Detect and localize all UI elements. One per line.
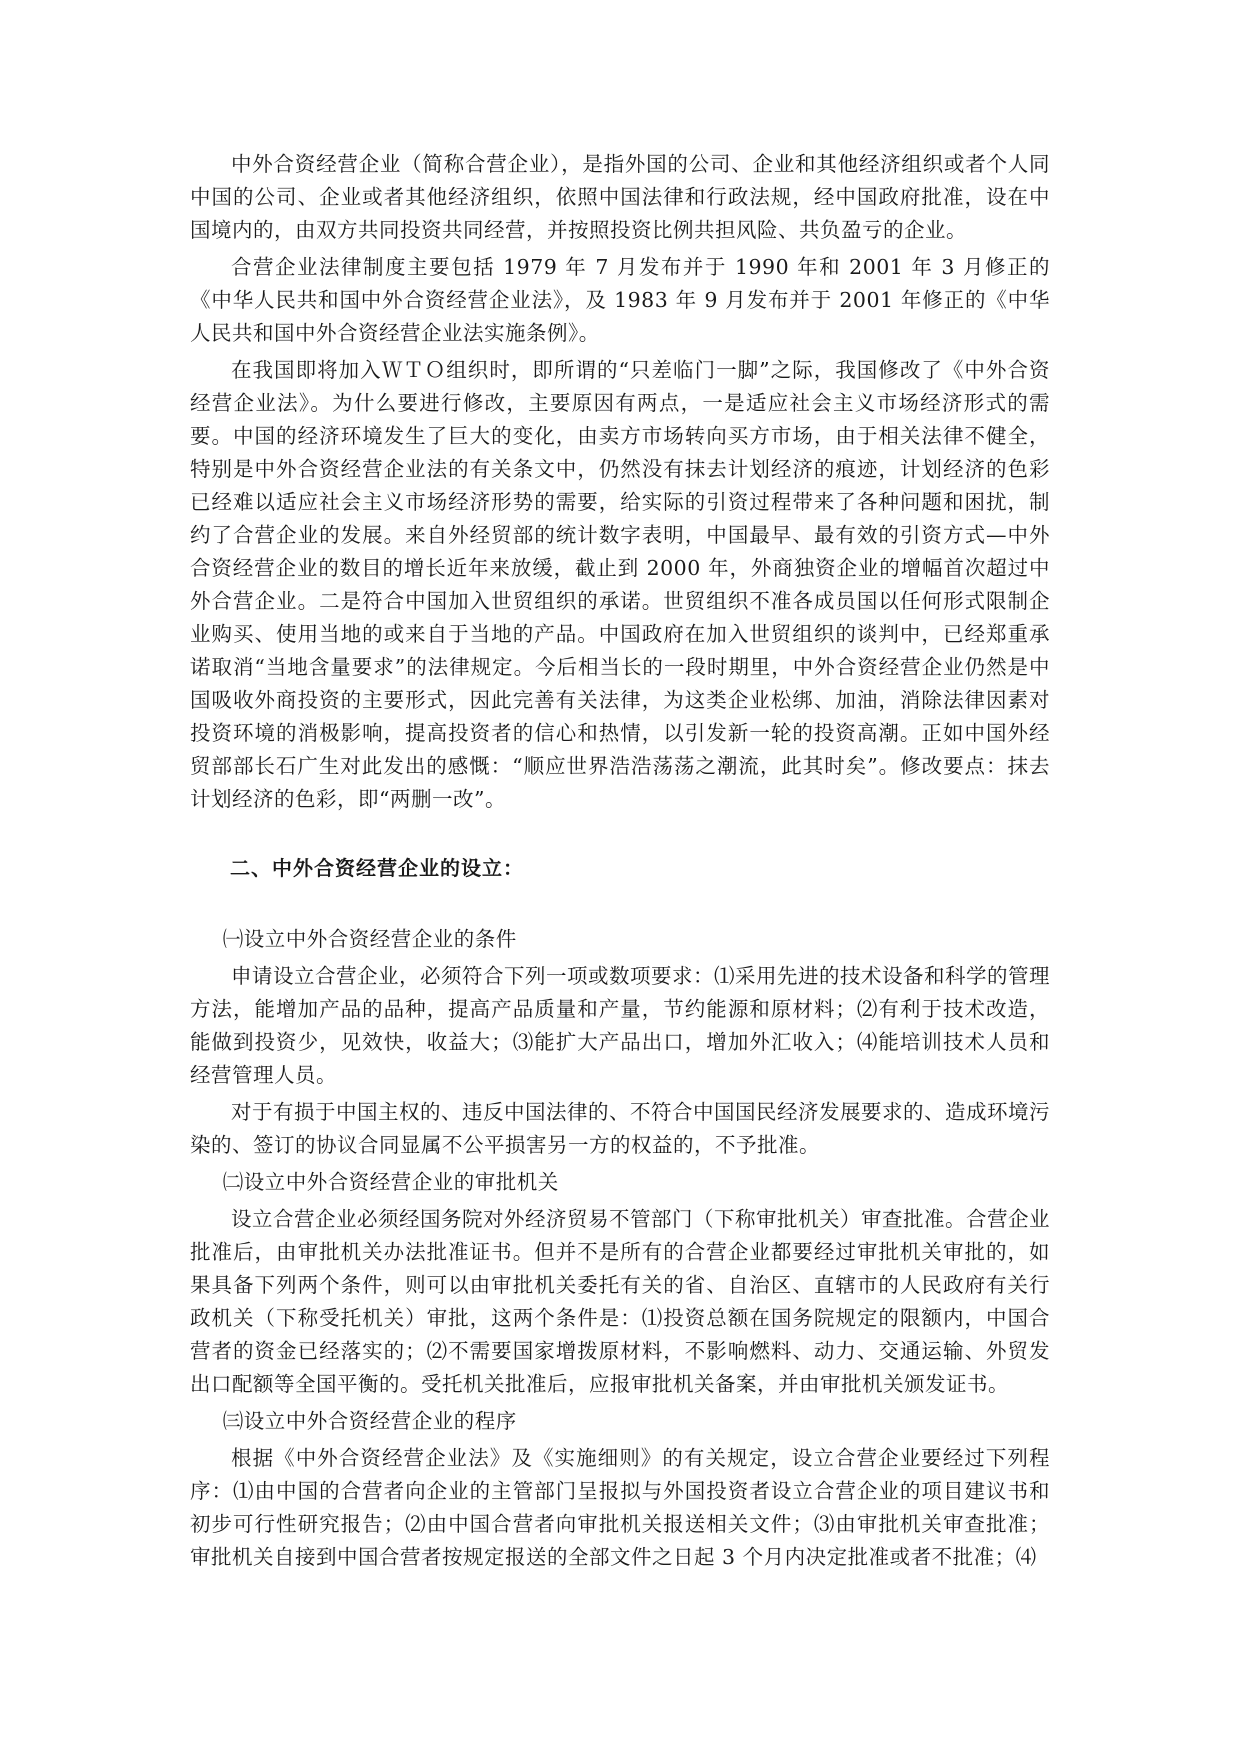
intro-paragraph-2: 合营企业法律制度主要包括 1979 年 7 月发布并于 1990 年和 2001 年 3 月修正的《中华人民共和国中外合资经营企业法》，及 1983 年 9 月发布并于 2001 年修正的《中华人民共和国中外合资经营企业法实施条例》。 (190, 255, 1050, 345)
intro-paragraph-3: 在我国即将加入ＷＴＯ组织时，即所谓的“只差临门一脚”之际，我国修改了《中外合资经营企业法》。为什么要进行修改，主要原因有两点，一是适应社会主义市场经济形式的需要。中国的经济环境发生了巨大的变化，由卖方市场转向买方市场，由于相关法律不健全，特别是中外合资经营企业法的有关条文中，仍然没有抹去计划经济的痕迹，计划经济的色彩已经难以适应社会主义市场经济形势的需要，给实际的引资过程带来了各种问题和困扰，制约了合营企业的发展。来自外经贸部的统计数字表明，中国最早、最有效的引资方式—中外合资经营企业的数目的增长近年来放缓，截止到 2000 年，外商独资企业的增幅首次超过中外合营企业。二是符合中国加入世贸组织的承诺。世贸组织不准各成员国以任何形式限制企业购买、使用当地的或来自于当地的产品。中国政府在加入世贸组织的谈判中，已经郑重承诺取消“当地含量要求”的法律规定。今后相当长的一段时期里，中外合资经营企业仍然是中国吸收外商投资的主要形式，因此完善有关法律，为这类企业松绑、加油，消除法律因素对投资环境的消极影响，提高投资者的信心和热情，以引发新一轮的投资高潮。正如中国外经贸部部长石广生对此发出的感慨：“顺应世界浩浩荡荡之潮流，此其时矣”。修改要点：抹去计划经济的色彩，即“两删一改”。 (190, 358, 1050, 811)
section-heading: 二、中外合资经营企业的设立： (230, 856, 524, 880)
procedure-paragraph-1: 根据《中外合资经营企业法》及《实施细则》的有关规定，设立合营企业要经过下列程序：⑴由中国的合营者向企业的主管部门呈报拟与外国投资者设立合营企业的项目建议书和初步可行性研究报告；⑵由中国合营者向审批机关报送相关文件；⑶由审批机关审查批准；审批机关自接到中国合营者按规定报送的全部文件之日起 3 个月内决定批准或者不批准；⑷ (190, 1446, 1050, 1569)
approval-paragraph-1: 设立合营企业必须经国务院对外经济贸易不管部门（下称审批机关）审查批准。合营企业批准后，由审批机关办法批准证书。但并不是所有的合营企业都要经过审批机关审批的，如果具备下列两个条件，则可以由审批机关委托有关的省、自治区、直辖市的人民政府有关行政机关（下称受托机关）审批，这两个条件是：⑴投资总额在国务院规定的限额内，中国合营者的资金已经落实的；⑵不需要国家增拨原材料，不影响燃料、动力、交通运输、外贸发出口配额等全国平衡的。受托机关批准后，应报审批机关备案，并由审批机关颁发证书。 (190, 1207, 1050, 1396)
document-page (190, 148, 1050, 1578)
subsection-title-conditions: ㈠设立中外合资经营企业的条件 (222, 927, 517, 951)
subsection-title-procedure: ㈢设立中外合资经营企业的程序 (222, 1409, 517, 1433)
conditions-paragraph-2: 对于有损于中国主权的、违反中国法律的、不符合中国国民经济发展要求的、造成环境污染的、签订的协议合同显属不公平损害另一方的权益的，不予批准。 (190, 1100, 1050, 1157)
intro-paragraph-1: 中外合资经营企业（简称合营企业），是指外国的公司、企业和其他经济组织或者个人同中国的公司、企业或者其他经济组织，依照中国法律和行政法规，经中国政府批准，设在中国境内的，由双方共同投资共同经营，并按照投资比例共担风险、共负盈亏的企业。 (190, 152, 1050, 242)
subsection-title-approval-authority: ㈡设立中外合资经营企业的审批机关 (222, 1170, 559, 1194)
conditions-paragraph-1: 申请设立合营企业，必须符合下列一项或数项要求：⑴采用先进的技术设备和科学的管理方法，能增加产品的品种，提高产品质量和产量，节约能源和原材料；⑵有利于技术改造，能做到投资少，见效快，收益大；⑶能扩大产品出口，增加外汇收入；⑷能培训技术人员和经营管理人员。 (190, 964, 1050, 1087)
